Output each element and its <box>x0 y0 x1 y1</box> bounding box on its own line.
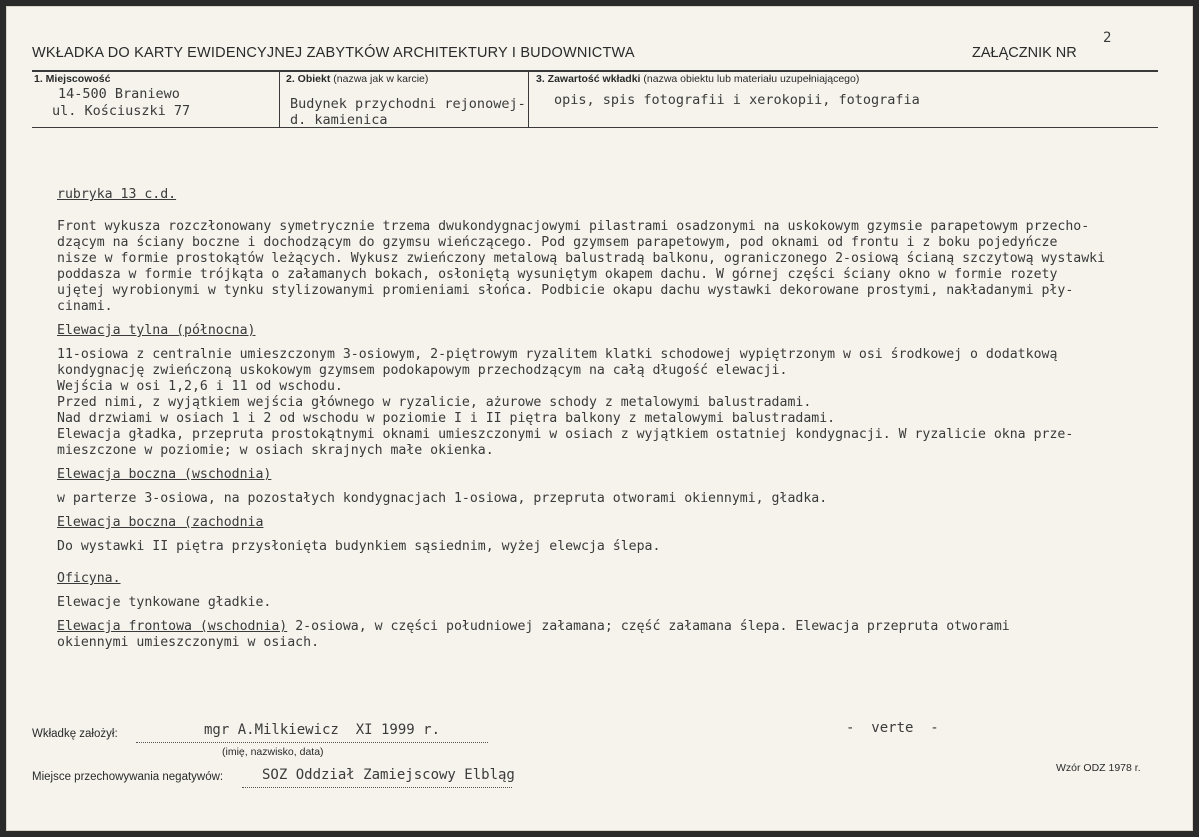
front-elevation-heading: Elewacja frontowa (wschodnia) <box>57 619 288 634</box>
verte-note: - verte - <box>846 720 939 736</box>
front-elevation-text: 2-osiowa, w części południowej załamana; część załamana ślepa. Elewacja przepruta otworami <box>287 619 1010 634</box>
front-text-line: poddasza w formie trójkąta o załamanych bokach, osłoniętą wysuniętym okapem dachu. W górnej części ściany okno w formie rozety <box>57 267 1058 282</box>
locality-line-1: 14-500 Braniewo <box>58 86 180 102</box>
front-text-line: nisze w formie prostokątów leżących. Wykusz zwieńczony metalową balustradą balkonu, ograniczonego 2-osiową ścianą szczytową wystawki <box>57 251 1106 266</box>
storage-dotted-line <box>242 787 512 788</box>
object-line-2: d. kamienica <box>290 112 388 128</box>
front-text-line: dzącym na ściany boczne i dochodzącym do gzymsu wieńczącego. Pod gzymsem parapetowym, pod oknami od frontu i z boku pojedyńcze <box>57 235 1058 250</box>
west-heading: Elewacja boczna (zachodnia <box>57 515 264 530</box>
rear-text-line: kondygnację zwieńczoną uskokowym gzymsem podokapowym przechodzącym na całą długość elewacji. <box>57 363 788 378</box>
attachment-label: ZAŁĄCZNIK NR <box>972 45 1077 61</box>
front-elevation-text-line: okiennymi umieszczonymi w osiach. <box>57 635 320 650</box>
rear-text-line: Nad drzwiami w osiach 1 i 2 od wschodu w poziomie I i II piętra balkony z metalowymi balustradami. <box>57 411 836 426</box>
annex-heading: Oficyna. <box>57 571 121 586</box>
east-heading: Elewacja boczna (wschodnia) <box>57 467 272 482</box>
rear-heading: Elewacja tylna (północna) <box>57 323 256 338</box>
locality-label: 1. Miejscowość <box>34 73 111 85</box>
author-dotted-line <box>136 742 488 743</box>
object-label: 2. Obiekt (nazwa jak w karcie) <box>286 73 429 85</box>
field-separator <box>528 72 529 128</box>
annex-text-line: Elewacje tynkowane gładkie. <box>57 595 272 610</box>
author-hint: (imię, nazwisko, data) <box>222 746 324 758</box>
header-rule <box>32 70 1158 72</box>
object-line-1: Budynek przychodni rejonowej- <box>290 96 526 112</box>
rear-text-line: Przed nimi, z wyjątkiem wejścia głównego w ryzalicie, ażurowe schody z metalowymi balustradami. <box>57 395 812 410</box>
storage-value: SOZ Oddział Zamiejscowy Elbląg <box>262 767 515 783</box>
east-text-line: w parterze 3-osiowa, na pozostałych kondygnacjach 1-osiowa, przepruta otworami okiennymi, gładka. <box>57 491 828 506</box>
front-text-line: cinami. <box>57 299 113 314</box>
form-title: WKŁADKA DO KARTY EWIDENCYJNEJ ZABYTKÓW ARCHITEKTURY I BUDOWNICTWA <box>32 45 635 61</box>
rubric-heading: rubryka 13 c.d. <box>57 187 177 202</box>
author-value: mgr A.Milkiewicz XI 1999 r. <box>204 722 441 738</box>
rear-text-line: mieszczone w poziomie; w osiach skrajnych małe okienka. <box>57 443 494 458</box>
field-separator <box>279 72 280 128</box>
author-label: Wkładkę założył: <box>32 728 118 740</box>
rear-text-line: Wejścia w osi 1,2,6 i 11 od wschodu. <box>57 379 343 394</box>
document-sheet <box>6 6 1193 831</box>
content-label: 3. Zawartość wkładki (nazwa obiektu lub materiału uzupełniającego) <box>536 73 860 85</box>
front-text-line: Front wykusza rozczłonowany symetrycznie trzema dwukondygnacjowymi pilastrami osadzonymi na uskokowym gzymsie parapetowym przecho- <box>57 219 1090 234</box>
west-text-line: Do wystawki II piętra przysłonięta budynkiem sąsiednim, wyżej elewcja ślepa. <box>57 539 661 554</box>
front-text-line: ujętej wyrobionymi w tynku stylizowanymi promieniami słońca. Podbicie okapu dachu wystawki dekorowane prostymi, nakładanymi pły- <box>57 283 1074 298</box>
description-body <box>57 187 1137 651</box>
rear-text-line: Elewacja gładka, przepruta prostokątnymi oknami umieszczonymi w osiach z wyjątkiem ostatniej kondygnacji. W ryzalicie okna prze- <box>57 427 1074 442</box>
attachment-number: 2 <box>1103 30 1112 46</box>
content-value: opis, spis fotografii i xerokopii, fotografia <box>554 92 920 108</box>
locality-line-2: ul. Kościuszki 77 <box>52 103 191 119</box>
fields-rule <box>32 127 1158 128</box>
form-pattern-label: Wzór ODZ 1978 r. <box>1056 762 1141 774</box>
rear-text-line: 11-osiowa z centralnie umieszczonym 3-osiowym, 2-piętrowym ryzalitem klatki schodowej wypiętrzonym w osi środkowej o dodatkową <box>57 347 1058 362</box>
storage-label: Miejsce przechowywania negatywów: <box>32 771 224 783</box>
